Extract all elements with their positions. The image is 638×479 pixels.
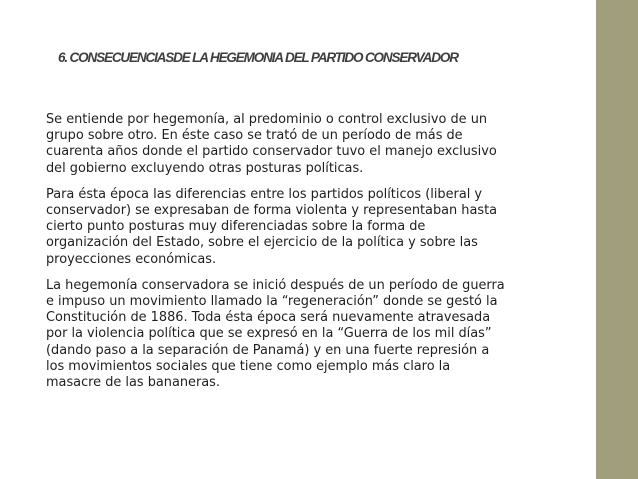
slide-body [46, 112, 586, 401]
paragraph-conservative-hegemony: La hegemonía conservadora se inició después de un período de guerra e impuso un movimiento llamado la “regeneración” donde se gestó la Constitución de 1886. Toda ésta época será nuevamente atravesada por la violencia política que se expresó en la “Guerra de los mil días” (dando paso a la separación de Panamá) y en una fuerte represión a los movimientos sociales que tiene como ejemplo más claro la masacre de las bananeras. [46, 277, 505, 391]
side-accent-bar [596, 0, 638, 479]
paragraph-party-differences: Para ésta época las diferencias entre los partidos políticos (liberal y conservador) se expresaban de forma violenta y representaban hasta cierto punto posturas muy diferenciadas sobre la forma de organización del Estado, sobre el ejercicio de la política y sobre las proyecciones económicas. [46, 186, 498, 267]
paragraph-hegemony-definition: Se entiende por hegemonía, al predominio o control exclusivo de un grupo sobre otro. En éste caso se trató de un período de más de cuarenta años donde el partido conservador tuvo el manejo exclusivo del gobierno excluyendo otras posturas políticas. [46, 112, 497, 176]
slide-title: 6. CONSECUENCIASDE LA HEGEMONIA DEL PARTIDO CONSERVADOR [58, 50, 458, 65]
